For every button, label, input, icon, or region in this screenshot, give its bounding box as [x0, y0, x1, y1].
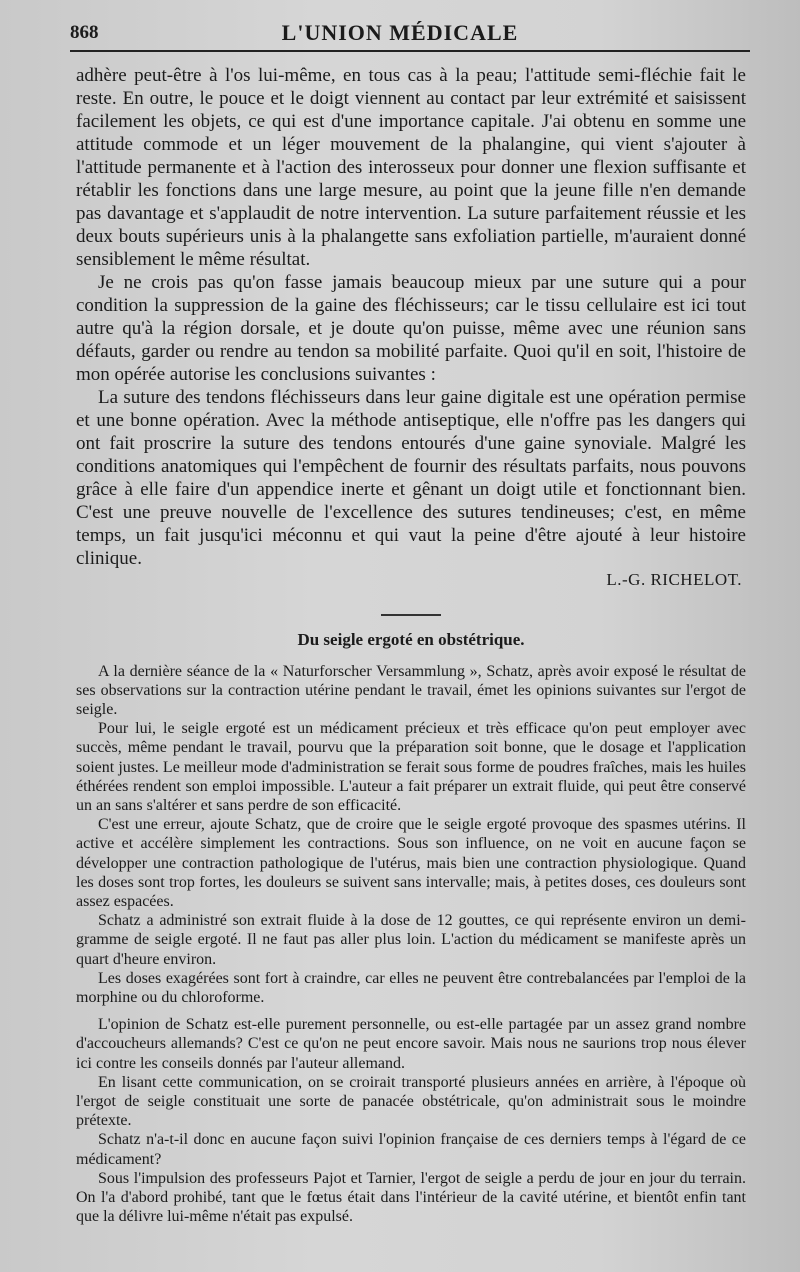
paragraph: adhère peut-être à l'os lui-même, en tous cas à la peau; l'attitude semi-fléchie fait le reste. En outre, le pouce et le doigt viennent au contact par leur extrémité et saisissent facilement les objets, ce qui est d'une importance capitale. J'ai obtenu en somme une attitude commode et un léger mouvement de la phalangine, qui vient s'ajouter à l'attitude permanente et à l'action des interosseux pour donner une flexion suffisante et rétablir les fonctions dans une large mesure, au point que la jeune fille n'en demande pas davantage et s'applaudit de notre intervention. La suture parfaitement réussie et les deux bouts supérieurs unis à la phalangette sans exfoliation partielle, m'auraient donné sensiblement le même résultat. [76, 65, 746, 270]
section-title: Du seigle ergoté en obstétrique. [297, 629, 525, 649]
article-body [76, 64, 746, 1226]
page-header [0, 20, 800, 50]
paragraph: Schatz a administré son extrait fluide à la dose de 12 gouttes, ce qui représente environ un demi-gramme de seigle ergoté. Il ne faut pas aller plus loin. L'action du médicament se manifeste après un quart d'heure environ. [76, 912, 746, 968]
header-rule [70, 50, 750, 52]
paragraph: La suture des tendons fléchisseurs dans leur gaine digitale est une opération permise et une bonne opération. Avec la méthode antiseptique, elle n'offre pas les dangers qui ont fait proscrire la suture des tendons entourés d'une gaine synoviale. Malgré les conditions anatomiques qui l'empêchent de fournir des résultats parfaits, nous pouvons grâce à elle faire d'un appendice inerte et gênant un doigt utile et fonctionnant bien. C'est une preuve nouvelle de l'excellence des sutures tendineuses; c'est, en même temps, un fait jusqu'ici méconnu et qui vaut la peine d'être ajouté à leur histoire clinique. [76, 387, 746, 569]
paragraph: En lisant cette communication, on se croirait transporté plusieurs années en arrière, à l'époque où l'ergot de seigle constituait une sorte de panacée obstétricale, qu'on administrait sous le moindre prétexte. [76, 1073, 746, 1130]
paragraph: Je ne crois pas qu'on fasse jamais beaucoup mieux par une suture qui a pour condition la suppression de la gaine des fléchisseurs; car le tissu cellulaire est ici tout autre qu'à la région dorsale, et je doute qu'on puisse, même avec une réunion sans défauts, garder ou rendre au tendon sa mobilité parfaite. Quoi qu'il en soit, l'histoire de mon opérée autorise les conclusions suivantes : [76, 272, 746, 385]
paragraph: L'opinion de Schatz est-elle purement personnelle, ou est-elle partagée par un assez grand nombre d'accoucheurs allemands? C'est ce qu'on ne peut encore savoir. Mais nous ne saurions trop nous élever ici contre les conseils donnés par l'auteur allemand. [76, 1016, 746, 1072]
paragraph: Les doses exagérées sont fort à craindre, car elles ne peuvent être contrebalancées par l'emploi de la morphine ou du chloroforme. [76, 969, 746, 1006]
paragraph: Pour lui, le seigle ergoté est un médicament précieux et très efficace qu'on peut employer avec succès, même pendant le travail, pourvu que la préparation soit bonne, que le dosage et l'application soient justes. Le meilleur mode d'administration se ferait sous forme de poudres fraîches, mais les huiles éthérées rendent son emploi impossible. L'auteur a fait préparer un extrait fluide, qui peut être conservé un an sans s'altérer et sans perdre de son efficacité. [76, 720, 746, 814]
paragraph: A la dernière séance de la « Naturforscher Versammlung », Schatz, après avoir exposé le résultat de ses observations sur la contraction utérine pendant le travail, émet les opinions suivantes sur l'ergot de seigle. [76, 662, 746, 718]
page-number: 868 [70, 22, 99, 43]
paragraph: Sous l'impulsion des professeurs Pajot et Tarnier, l'ergot de seigle a perdu de jour en jour du terrain. On l'a d'abord prohibé, tant que le fœtus était dans l'intérieur de la cavité utérine, et bientôt enfin tant que la délivre lui-même n'était pas expulsé. [76, 1169, 746, 1226]
author-signature: L.-G. RICHELOT. [606, 570, 742, 589]
running-title: L'UNION MÉDICALE [281, 20, 519, 45]
paragraph: C'est une erreur, ajoute Schatz, que de croire que le seigle ergoté provoque des spasmes utérins. Il active et accélère simplement les contractions. Sous son influence, on ne voit en aucune façon se développer une contraction pathologique de l'utérus, mais bien une contraction physiologique. Quand les doses sont trop fortes, les douleurs se suivent sans intervalle; mais, à petites doses, ces douleurs sont assez espacées. [76, 816, 746, 910]
paragraph: Schatz n'a-t-il donc en aucune façon suivi l'opinion française de ces derniers temps à l'égard de ce médicament? [76, 1131, 746, 1168]
section-divider [381, 614, 441, 616]
